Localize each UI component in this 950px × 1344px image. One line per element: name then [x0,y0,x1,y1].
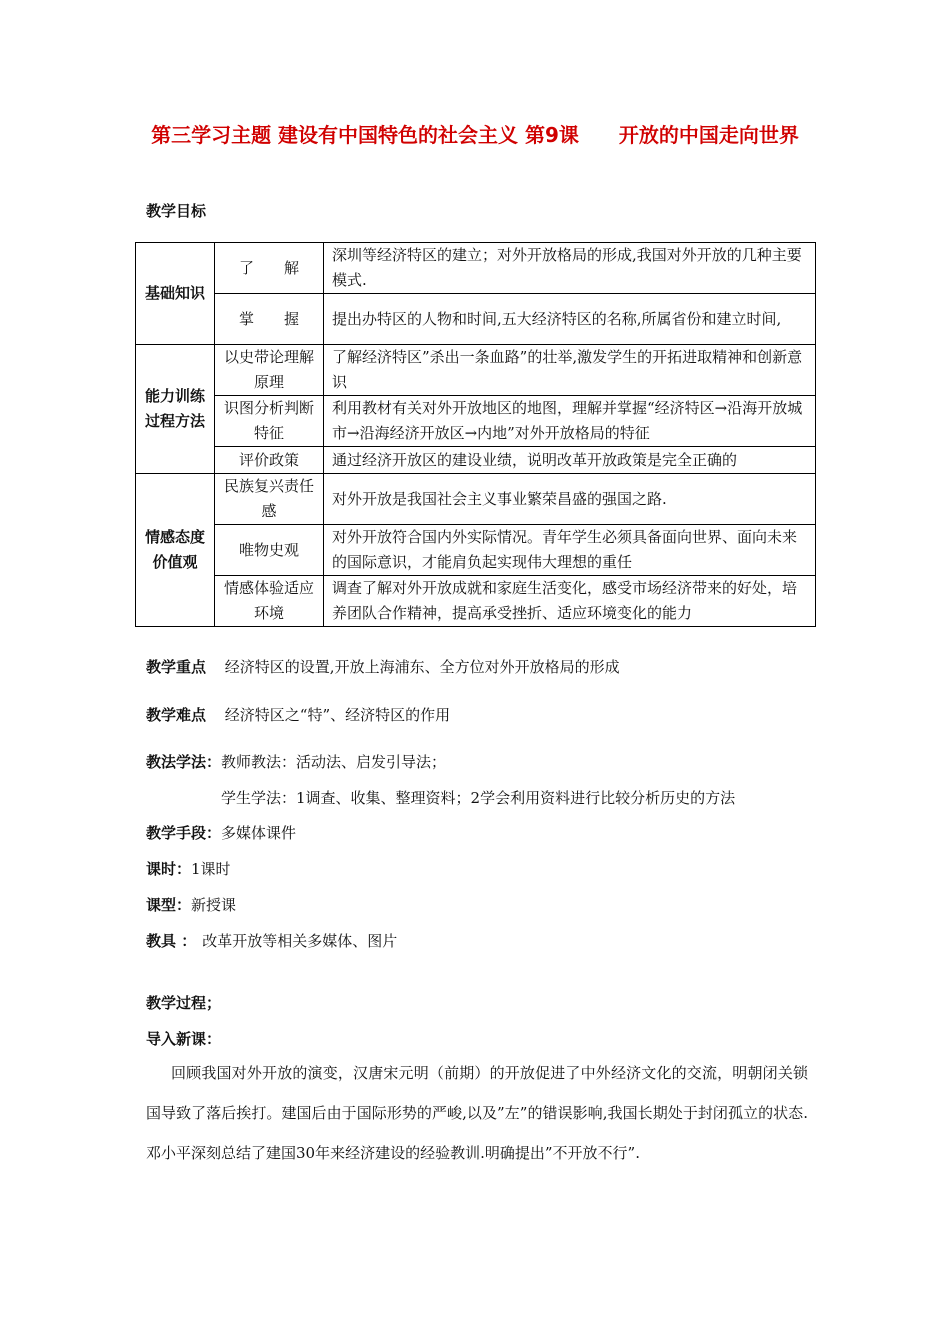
key-points-text: 经济特区的设置,开放上海浦东、全方位对外开放格局的形成 [224,658,620,676]
desc-cell: 调查了解对外开放成就和家庭生活变化，感受市场经济带来的好处，培养团队合作精神，提高承受挫折、适应环境变化的能力 [324,576,816,627]
table-row [136,294,816,345]
process-heading: 教学过程； [146,994,222,1012]
difficulties-label: 教学难点 [146,706,207,724]
class-hours [146,858,231,879]
table-row [136,243,816,294]
desc-cell: 深圳等经济特区的建立；对外开放格局的形成,我国对外开放的几种主要模式. [324,243,816,294]
sub-cell: 识图分析判断特征 [215,396,324,447]
teaching-means [146,822,296,843]
table-row [136,525,816,576]
table-row [136,576,816,627]
teacher-methods: 教师教法：活动法、启发引导法； [221,753,447,771]
desc-cell: 利用教材有关对外开放地区的地图，理解并掌握“经济特区→沿海开放城市→沿海经济开放区→内地”对外开放格局的特征 [324,396,816,447]
desc-cell: 通过经济开放区的建设业绩，说明改革开放政策是完全正确的 [324,447,816,474]
type-label: 课型： [146,896,192,914]
desc-cell: 了解经济特区”杀出一条血路”的壮举,激发学生的开拓进取精神和创新意识 [324,345,816,396]
table-row [136,345,816,396]
desc-cell: 对外开放符合国内外实际情况。青年学生必须具备面向世界、面向未来的国际意识，才能肩负起实现伟大理想的重任 [324,525,816,576]
student-methods: 学生学法：1调查、收集、整理资料；2学会利用资料进行比较分析历史的方法 [221,789,736,807]
hours-label: 课时： [146,860,192,878]
key-points-label: 教学重点 [146,658,207,676]
intro-paragraph: 回顾我国对外开放的演变，汉唐宋元明（前期）的开放促进了中外经济文化的交流，明朝闭关锁国导致了落后挨打。建国后由于国际形势的严峻,以及”左”的错误影响,我国长期处于封闭孤立的状态.邓小平深刻总结了建国30年来经济建设的经验教训.明确提出”不开放不行”. [146,1064,808,1162]
table-row [136,447,816,474]
tools-text: 改革开放等相关多媒体、图片 [202,932,398,950]
sub-cell: 掌 握 [215,294,324,345]
hours-text: 1课时 [191,860,231,878]
methods-label: 教法学法： [146,753,222,771]
intro-heading: 导入新课： [146,1030,222,1048]
sub-cell: 民族复兴责任 感 [215,474,324,525]
lesson-type [146,894,236,915]
sub-cell: 以史带论理解原理 [215,345,324,396]
table-row [136,474,816,525]
goals-heading: 教学目标 [146,202,207,220]
methods [146,751,446,772]
difficulties [146,704,450,725]
difficulties-text: 经济特区之“特”、经济特区的作用 [224,706,451,724]
category-cell: 基础知识 [136,243,215,345]
means-text: 多媒体课件 [221,824,297,842]
desc-cell: 对外开放是我国社会主义事业繁荣昌盛的强国之路. [324,474,816,525]
type-text: 新授课 [191,896,237,914]
sub-cell: 了 解 [215,243,324,294]
page-title: 第三学习主题 建设有中国特色的社会主义 第9课 开放的中国走向世界 [151,123,799,147]
sub-cell: 评价政策 [215,447,324,474]
key-points [146,656,620,677]
teaching-tools [146,930,397,951]
sub-cell: 情感体验适应环境 [215,576,324,627]
means-label: 教学手段： [146,824,222,842]
category-cell: 能力训练过程方法 [136,345,215,474]
goals-table [135,242,816,627]
sub-cell: 唯物史观 [215,525,324,576]
category-cell: 情感态度价值观 [136,474,215,627]
tools-label: 教具 ： [146,932,197,950]
desc-cell: 提出办特区的人物和时间,五大经济特区的名称,所属省份和建立时间, [324,294,816,345]
table-row [136,396,816,447]
